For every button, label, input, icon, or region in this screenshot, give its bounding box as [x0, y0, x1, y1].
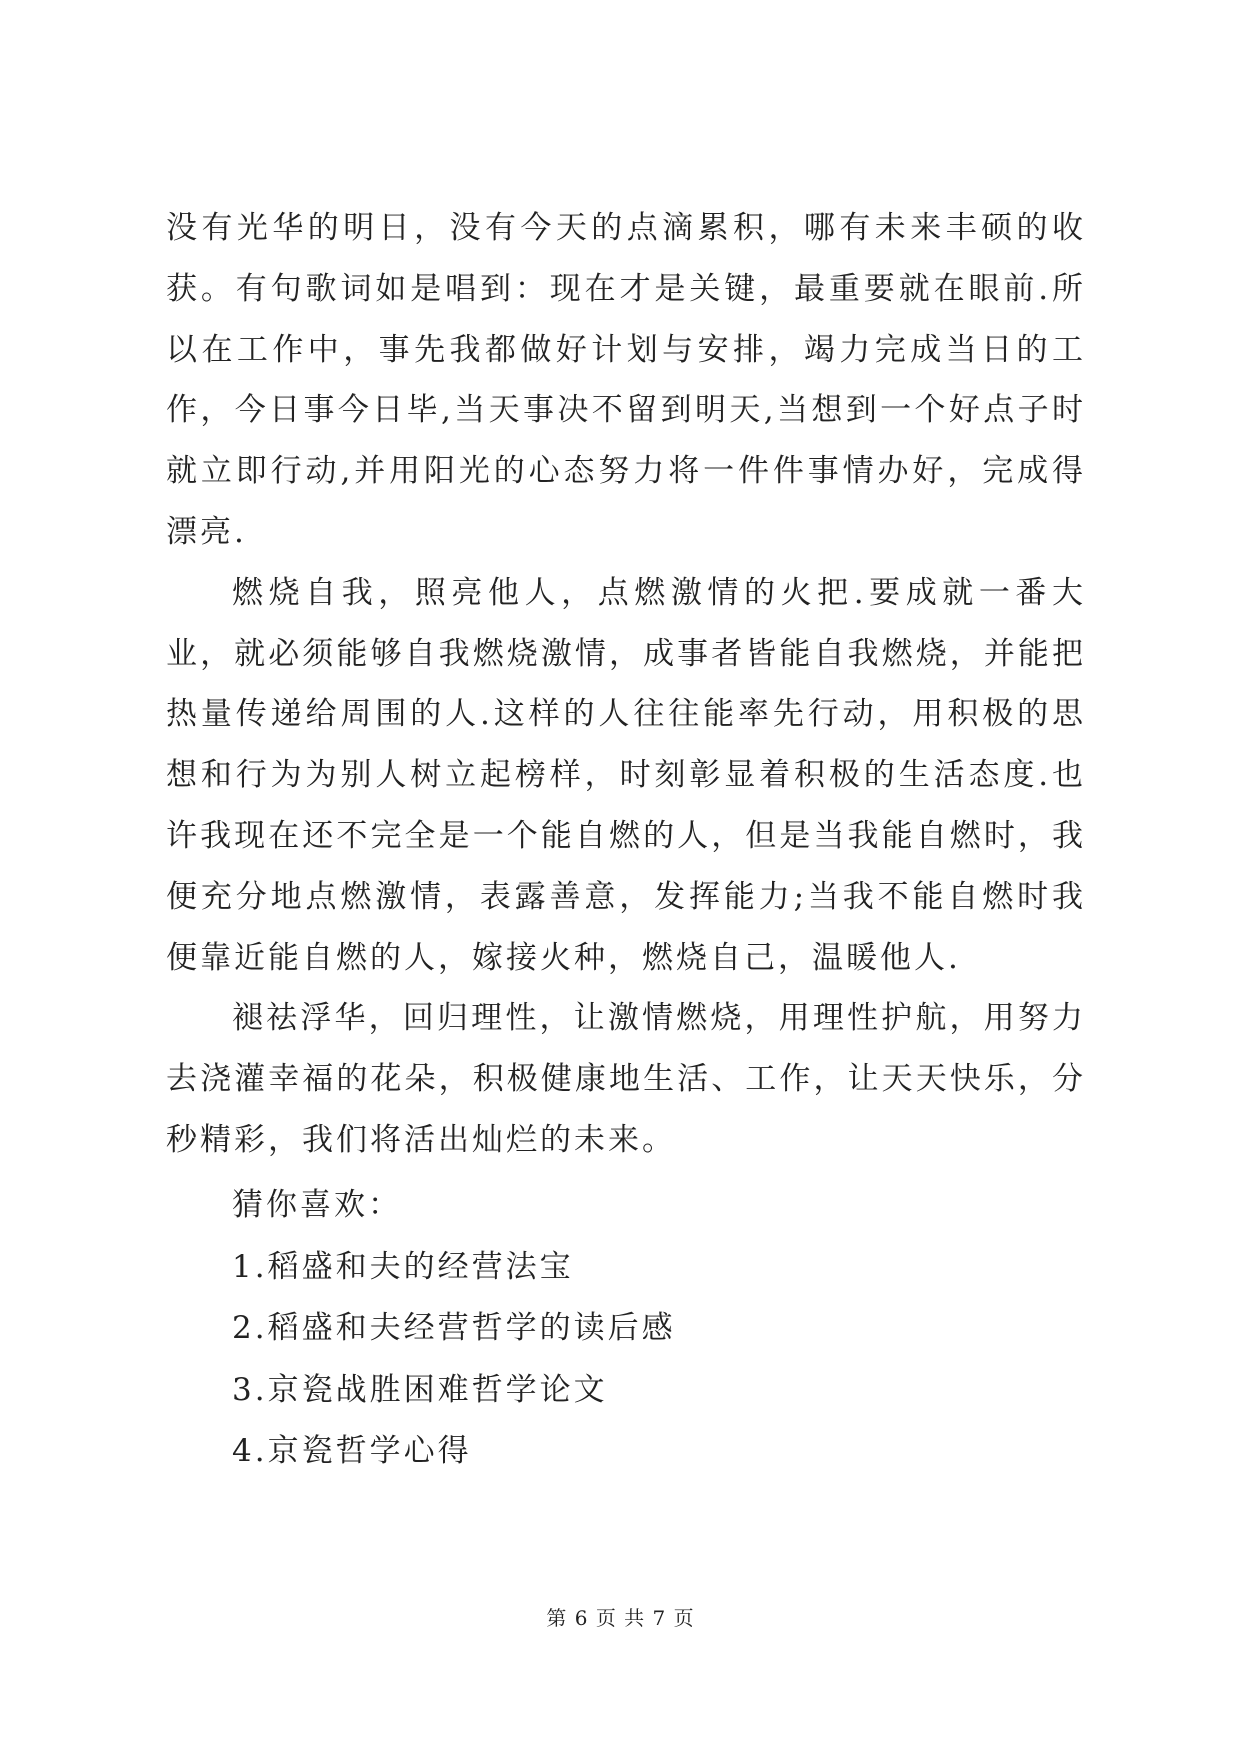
article-body	[166, 198, 1086, 1171]
paragraph-3: 褪祛浮华，回归理性，让激情燃烧，用理性护航，用努力去浇灌幸福的花朵，积极健康地生活、工作，让天天快乐，分秒精彩，我们将活出灿烂的未来。	[166, 1000, 1086, 1158]
page-number-footer: 第 6 页 共 7 页	[546, 1606, 695, 1630]
recommended-item-2[interactable]: 2.稻盛和夫经营哲学的读后感	[232, 1310, 676, 1346]
recommended-item-4[interactable]: 4.京瓷哲学心得	[232, 1433, 472, 1469]
recommended-item-3[interactable]: 3.京瓷战胜困难哲学论文	[232, 1371, 608, 1408]
recommended-item-1[interactable]: 1.稻盛和夫的经营法宝	[232, 1248, 574, 1285]
paragraph-2: 燃烧自我，照亮他人，点燃激情的火把.要成就一番大业，就必须能够自我燃烧激情，成事者皆能自我燃烧，并能把热量传递给周围的人.这样的人往往能率先行动，用积极的思想和行为为别人树立起榜样，时刻彰显着积极的生活态度.也许我现在还不完全是一个能自燃的人，但是当我能自燃时，我便充分地点燃激情，表露善意，发挥能力;当我不能自燃时我便靠近能自燃的人，嫁接火种，燃烧自己，温暖他人.	[166, 574, 1086, 976]
paragraph-1: 没有光华的明日，没有今天的点滴累积，哪有未来丰硕的收获。有句歌词如是唱到：现在才是关键，最重要就在眼前.所以在工作中，事先我都做好计划与安排，竭力完成当日的工作，今日事今日毕,当天事决不留到明天,当想到一个好点子时就立即行动,并用阳光的心态努力将一件件事情办好，完成得漂亮.	[166, 210, 1086, 550]
recommended-heading: 猜你喜欢：	[232, 1187, 402, 1223]
recommended-list	[232, 1175, 1032, 1483]
